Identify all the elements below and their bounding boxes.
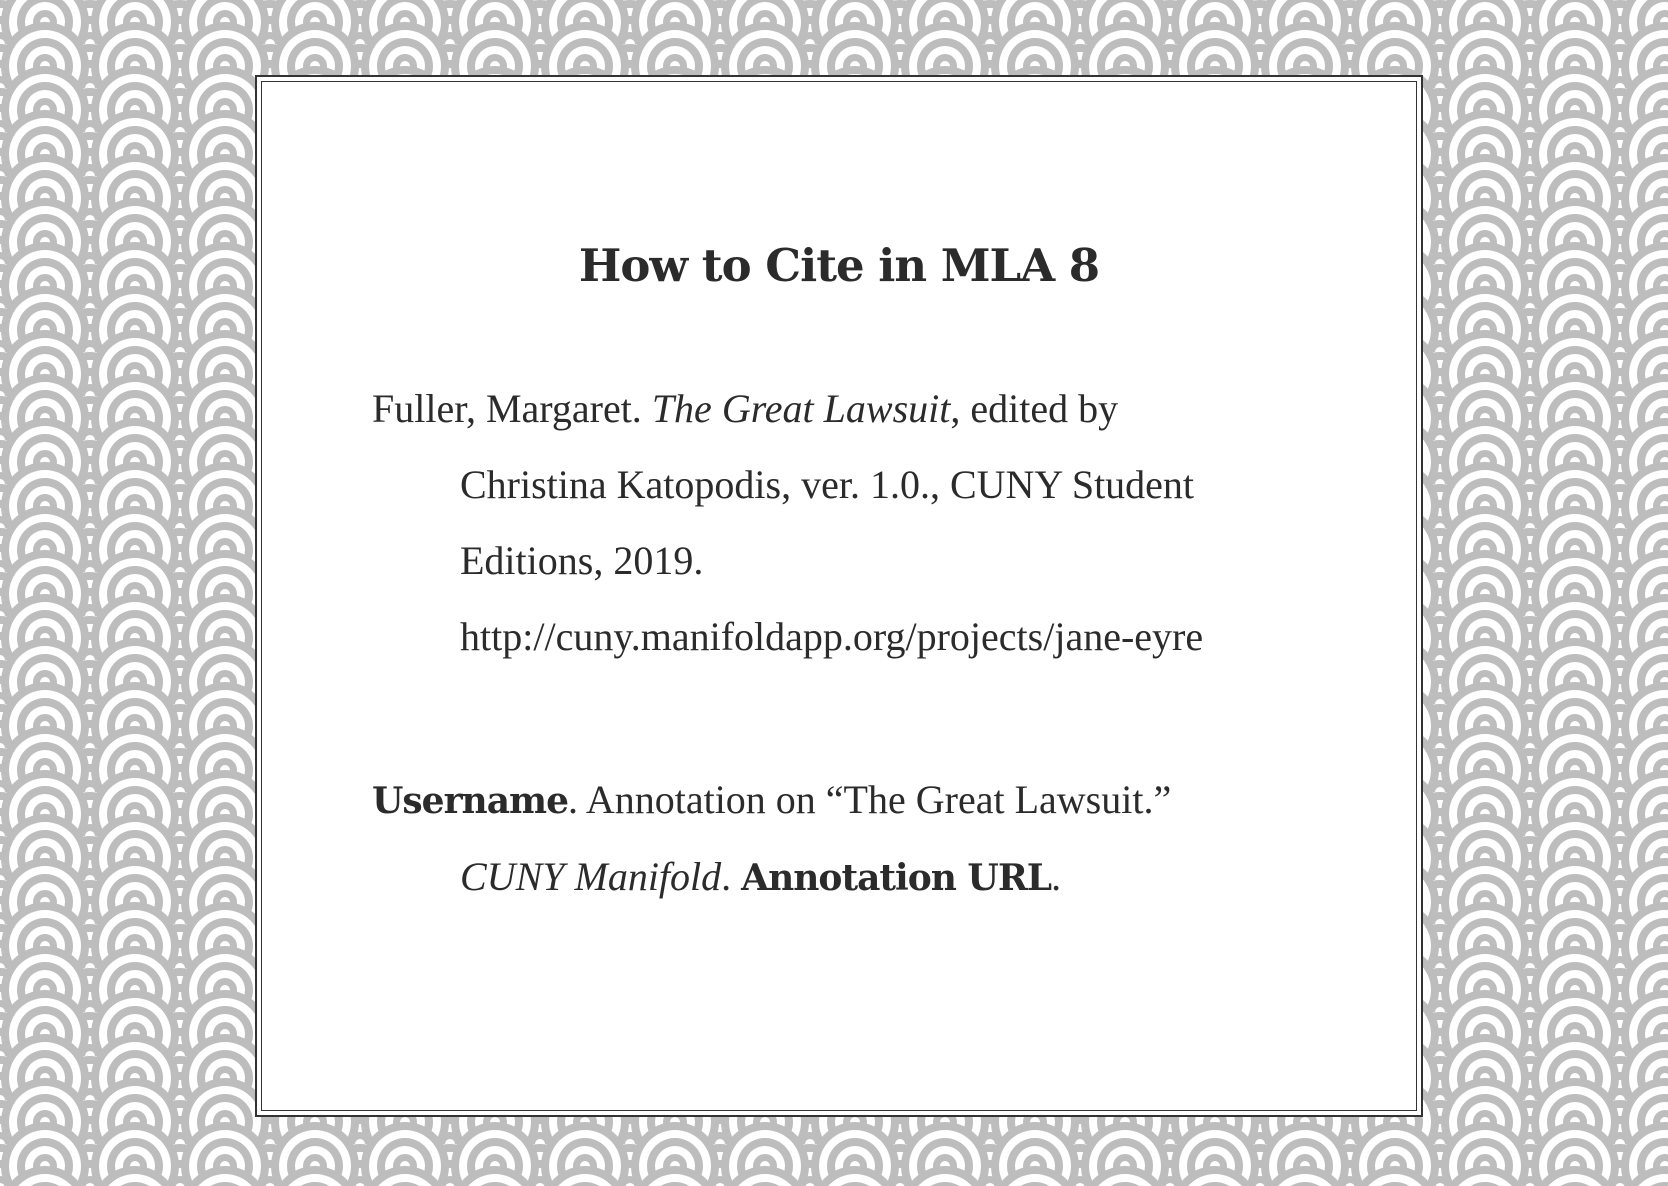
citation-annotation-url: Annotation URL xyxy=(741,857,1052,899)
citation-username: Username xyxy=(372,780,569,822)
mla-citation-annotation xyxy=(372,762,1382,916)
citation-end-period: . xyxy=(1051,854,1062,899)
citation-line-3: Editions, 2019. xyxy=(460,538,704,583)
citation-annotation-title: . Annotation on “The Great Lawsuit.” xyxy=(568,777,1172,822)
page-title: How to Cite in MLA 8 xyxy=(578,239,1100,292)
citation-platform: CUNY Manifold xyxy=(460,854,722,899)
citation-card xyxy=(255,75,1423,1117)
citation-line-2: Christina Katopodis, ver. 1.0., CUNY Student xyxy=(460,462,1195,507)
citation-work-title: The Great Lawsuit xyxy=(651,386,951,431)
mla-citation-book xyxy=(372,371,1382,675)
citation-line-2 xyxy=(372,839,1382,916)
citation-line-1 xyxy=(372,371,1382,447)
citation-author: Fuller, Margaret. xyxy=(372,386,652,431)
citation-editor-prefix: , edited by xyxy=(950,386,1119,431)
citation-url: http://cuny.manifoldapp.org/projects/jane-eyre xyxy=(460,614,1204,659)
citation-line-1 xyxy=(372,762,1382,839)
citation-separator: . xyxy=(721,854,742,899)
